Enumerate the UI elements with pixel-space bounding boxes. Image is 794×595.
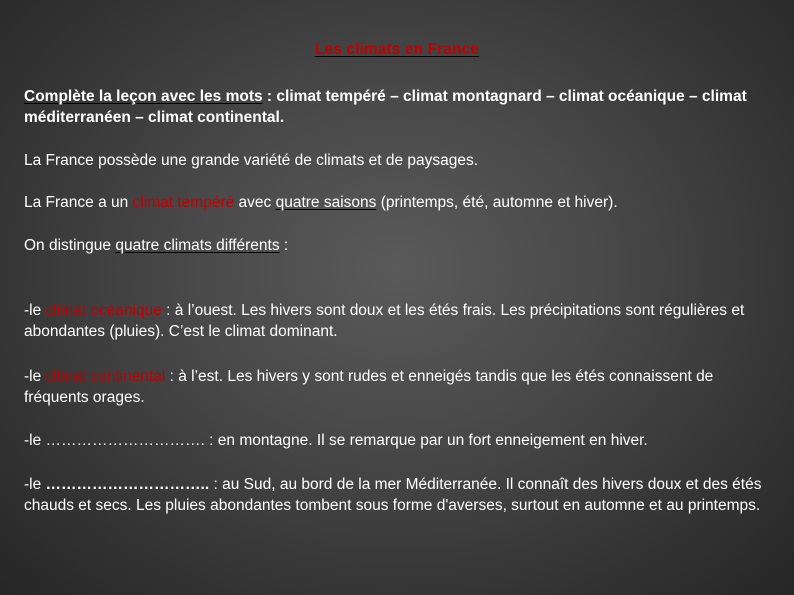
instruction-label: Complète la leçon avec les mots — [24, 88, 263, 105]
oceanic-term: climat océanique — [45, 302, 162, 319]
page-title: Les climats en France — [314, 41, 480, 58]
p7-after: : au Sud, au bord de la mer Méditerranée. Il connaît des hivers doux et des étés chauds et secs. Les pluies abondantes tombent sous forme d'averses, surtout en automne et au printemps. — [24, 476, 762, 514]
p4-after: : à l’ouest. Les hivers sont doux et les étés frais. Les précipitations sont régulières et abondantes (pluies). C’est le climat dominant. — [24, 302, 745, 340]
temperate-paragraph — [24, 192, 774, 213]
p5-after: : à l’est. Les hivers y sont rudes et enneigés tandis que les étés connaissent de fréquents orages. — [24, 368, 714, 406]
seasons-term: quatre saisons — [275, 194, 377, 211]
p3-before: On distingue — [24, 237, 116, 254]
instruction-text — [24, 86, 774, 128]
four-climates-term: quatre climats différents — [115, 237, 280, 254]
instruction-words: : climat tempéré – climat montagnard – climat océanique – climat méditerranéen – climat continental. — [24, 88, 747, 126]
mediterranean-blank: ………………………….. — [45, 476, 210, 493]
mountain-paragraph — [24, 430, 774, 451]
distinguish-paragraph — [24, 235, 774, 256]
p7-prefix: -le — [24, 476, 46, 493]
mediterranean-paragraph — [24, 474, 774, 516]
continental-term: climat continental — [45, 368, 166, 385]
p6-prefix: -le — [24, 432, 46, 449]
p2-mid: avec — [234, 194, 276, 211]
p2-before: La France a un — [24, 194, 133, 211]
temperate-term: climat tempéré — [132, 194, 235, 211]
continental-paragraph — [24, 366, 774, 408]
mountain-blank: …………………………. — [45, 432, 210, 449]
p4-prefix: -le — [24, 302, 46, 319]
p3-after: : — [279, 237, 289, 254]
intro-paragraph: La France possède une grande variété de climats et de paysages. — [24, 152, 479, 169]
oceanic-paragraph — [24, 300, 774, 342]
p2-after: (printemps, été, automne et hiver). — [376, 194, 618, 211]
p5-prefix: -le — [24, 368, 46, 385]
p6-after: : en montagne. Il se remarque par un fort enneigement en hiver. — [209, 432, 648, 449]
